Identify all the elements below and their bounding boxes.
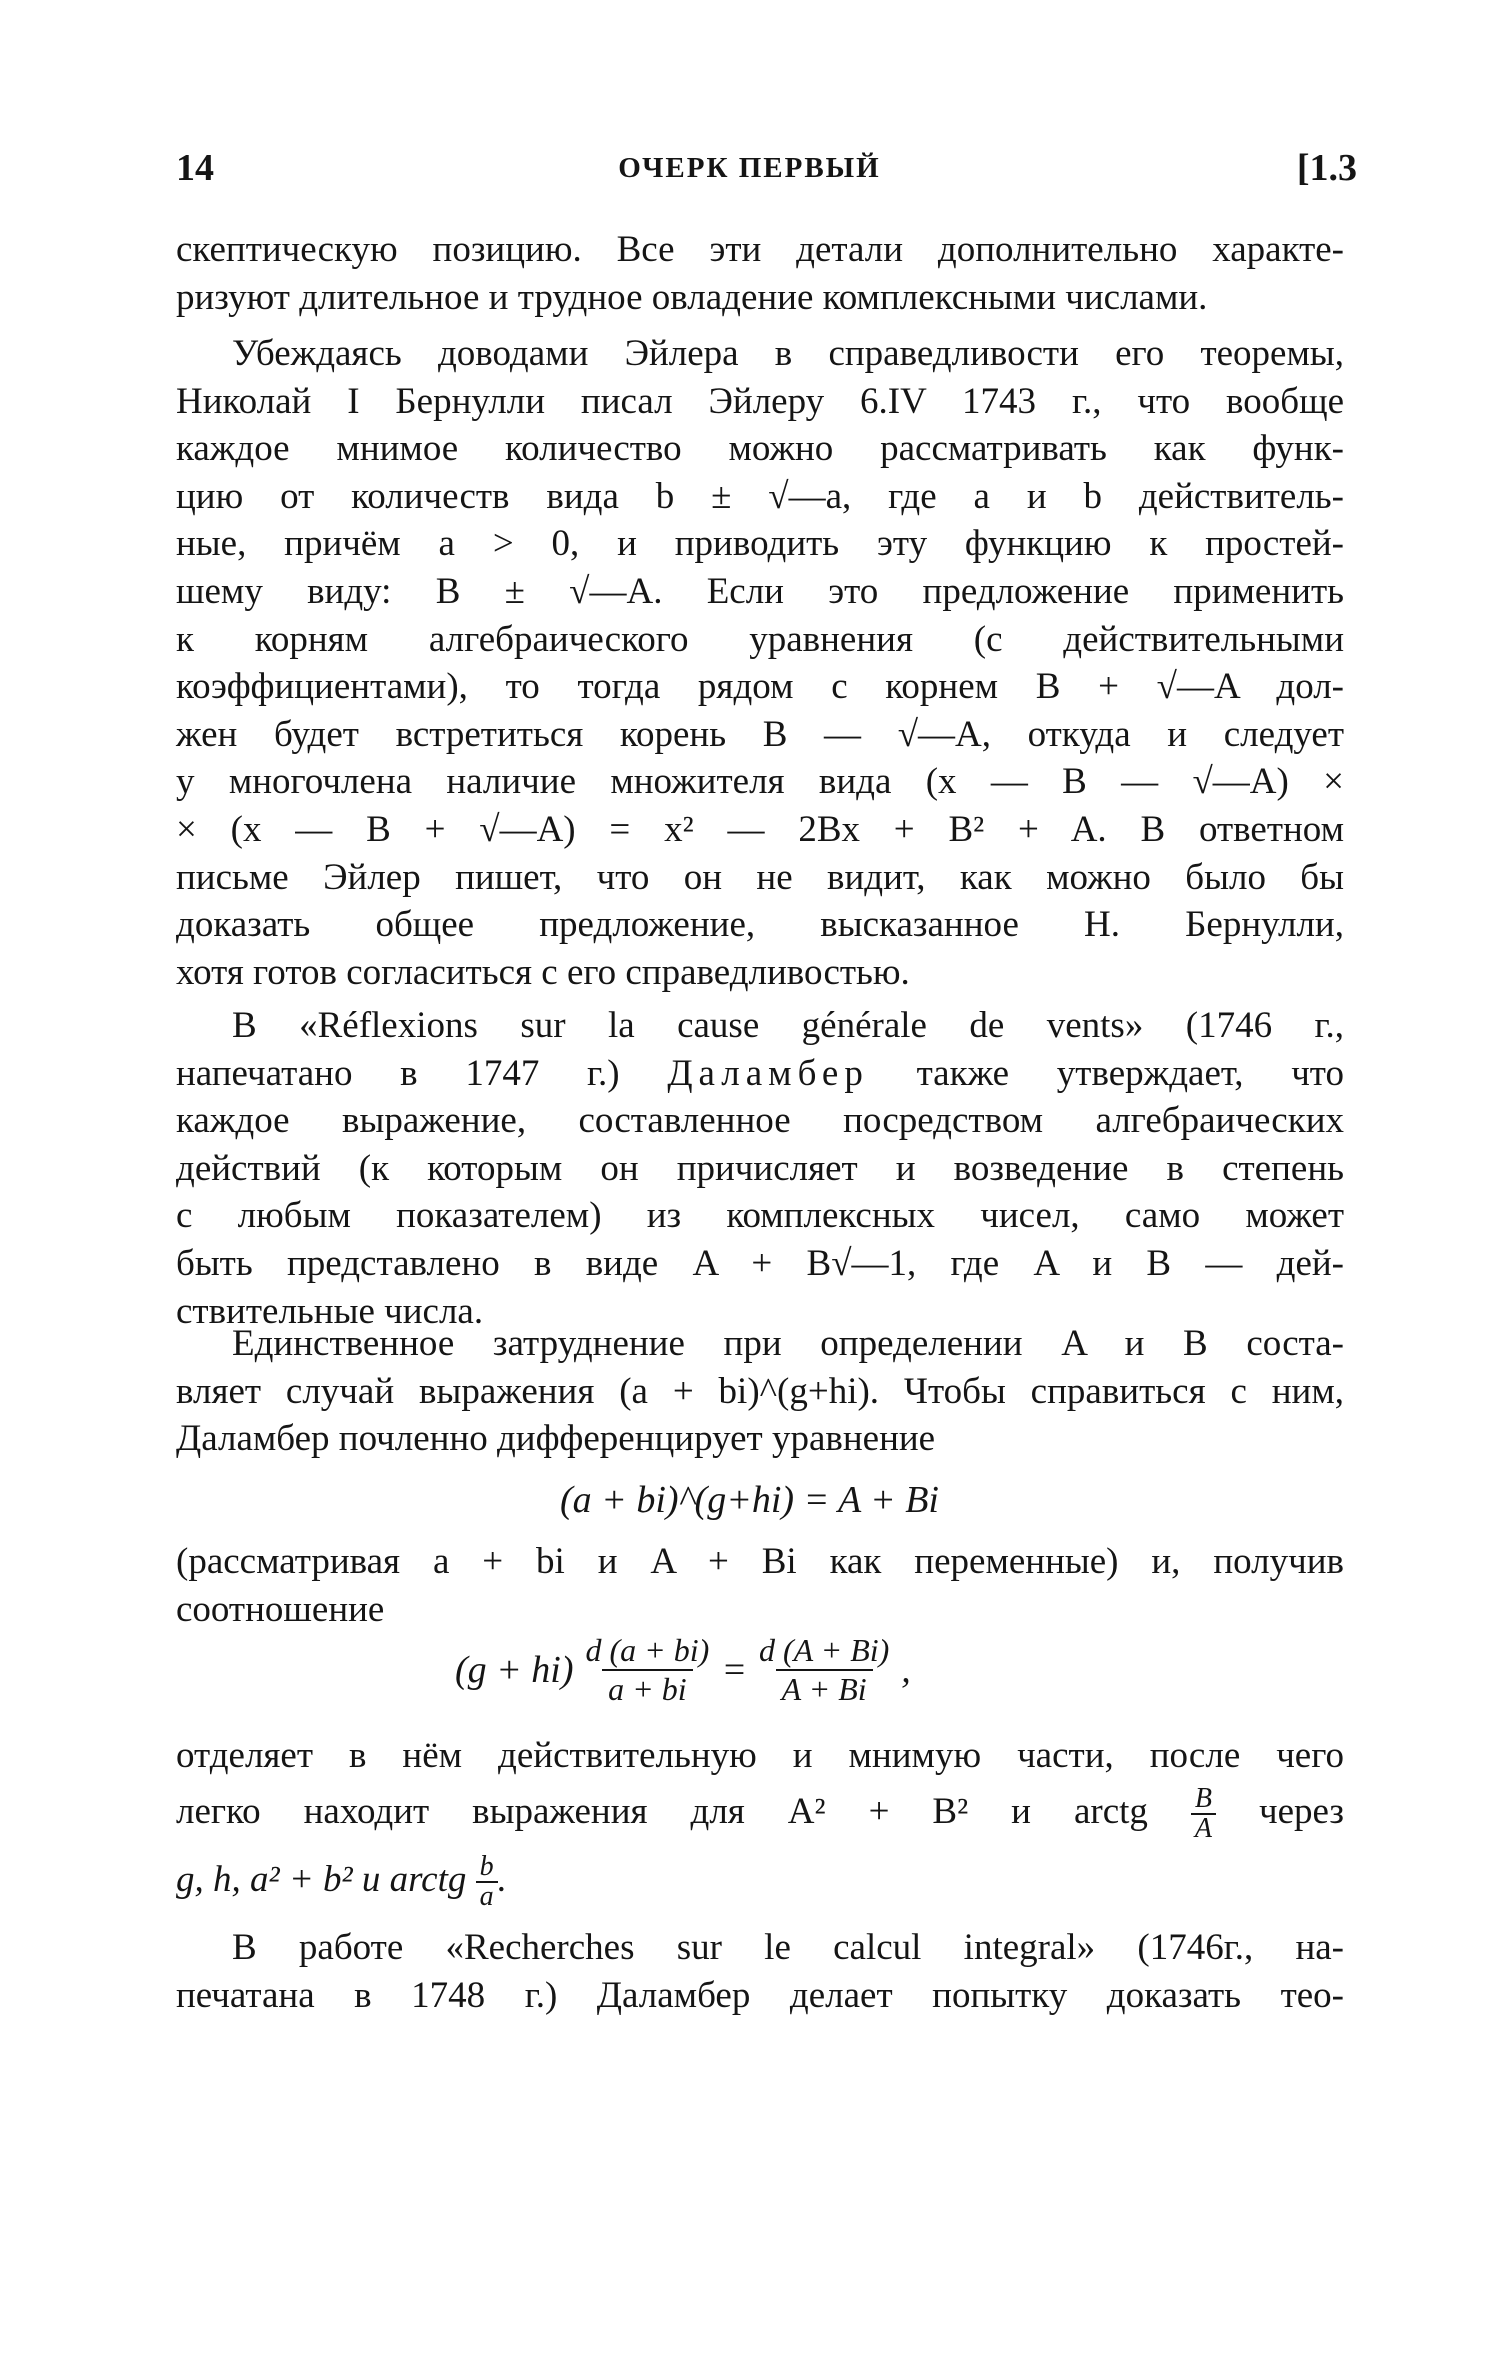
fraction-b-over-a-small	[476, 1853, 498, 1911]
text-line: соотношение	[176, 1588, 385, 1630]
text-line: Даламбер почленно дифференцирует уравнение	[176, 1418, 936, 1460]
text-line: доказать общее предложение, высказанное Н. Бернулли,	[176, 904, 1344, 946]
text-line: жен будет встретиться корень B — √—A, откуда и следует	[176, 713, 1344, 755]
text-line: × (x — B + √—A) = x² — 2Bx + B² + A. В ответном	[176, 808, 1344, 850]
equation-2	[455, 1632, 911, 1708]
text-line	[176, 1780, 1344, 1844]
text-line: письме Эйлер пишет, что он не видит, как можно было бы	[176, 856, 1344, 898]
eq2-suffix: ,	[901, 1649, 911, 1691]
text-line: быть представлено в виде A + B√—1, где A и B — дей-	[176, 1242, 1344, 1284]
eq2-frac2-denominator: A + Bi	[776, 1669, 873, 1708]
text-line: (рассматривая a + bi и A + Bi как переменные) и, получив	[176, 1541, 1344, 1582]
text-line: хотя готов согласиться с его справедливостью.	[176, 951, 910, 993]
text-line: каждое мнимое количество можно рассматривать как функ-	[176, 428, 1344, 470]
frac-denominator: a	[476, 1881, 498, 1911]
equation-1: (a + bi)^(g+hi) = A + Bi	[560, 1479, 939, 1521]
author-name: Даламбер	[667, 1052, 869, 1094]
eq2-fraction-right	[753, 1632, 895, 1708]
paragraph-3	[176, 1002, 1344, 1335]
eq2-equals: =	[721, 1649, 747, 1691]
text-line: ные, причём a > 0, и приводить эту функцию к простей-	[176, 523, 1344, 565]
text-line: ствительные числа.	[176, 1290, 484, 1332]
text-line: шему виду: B ± √—A. Если это предложение применить	[176, 570, 1344, 612]
text-line: ризуют длительное и трудное овладение комплексными числами.	[176, 276, 1208, 318]
text-line: отделяет в нём действительную и мнимую части, после чего	[176, 1735, 1344, 1776]
text-line: цию от количеств вида b ± √—a, где a и b действитель-	[176, 475, 1344, 517]
text-line: действий (к которым он причисляет и возведение в степень	[176, 1147, 1344, 1189]
eq2-frac1-denominator: a + bi	[602, 1669, 692, 1708]
text-span: легко находит выражения для A² + B² и arctg	[176, 1790, 1148, 1832]
text-line: коэффициентами), то тогда рядом с корнем B + √—A дол-	[176, 666, 1344, 708]
text-line: В «Réflexions sur la cause générale de vents» (1746 г.,	[232, 1005, 1344, 1046]
text-line: с любым показателем) из комплексных чисел, само может	[176, 1195, 1344, 1237]
text-span: через	[1258, 1790, 1345, 1832]
eq2-prefix: (g + hi)	[455, 1649, 574, 1691]
text-span: .	[497, 1858, 507, 1900]
text-span: напечатано в 1747 г.)	[176, 1052, 620, 1094]
section-marker: [1.3	[1296, 147, 1357, 189]
text-line: Убеждаясь доводами Эйлера в справедливости его теоремы,	[232, 333, 1344, 374]
paragraph-2	[176, 330, 1344, 996]
paragraph-6	[176, 1732, 1344, 1916]
paragraph-4	[176, 1320, 1344, 1463]
paragraph-1	[176, 226, 1344, 321]
page-number: 14	[176, 147, 214, 189]
frac-numerator: B	[1194, 1783, 1212, 1815]
eq2-frac2-numerator: d (A + Bi)	[758, 1632, 890, 1668]
text-span: g, h, a² + b² и arctg	[176, 1858, 467, 1900]
text-span: также утверждает, что	[916, 1052, 1344, 1094]
text-line: Николай I Бернулли писал Эйлеру 6.IV 1743 г., что вообще	[176, 380, 1344, 422]
text-line: скептическую позицию. Все эти детали дополнительно характе-	[176, 229, 1344, 270]
text-line: В работе «Recherches sur le calcul integral» (1746г., на-	[232, 1927, 1344, 1968]
text-line: вляет случай выражения (a + bi)^(g+hi). Чтобы справиться с ним,	[176, 1370, 1344, 1412]
text-line: Единственное затруднение при определении A и B соста-	[232, 1323, 1344, 1364]
eq2-frac1-numerator: d (a + bi)	[585, 1632, 710, 1668]
text-line	[176, 1050, 1344, 1098]
eq2-fraction-left	[580, 1632, 716, 1708]
paragraph-5	[176, 1538, 1344, 1633]
running-title: ОЧЕРК ПЕРВЫЙ	[618, 152, 881, 184]
text-line: у многочлена наличие множителя вида (x — B — √—A) ×	[176, 761, 1344, 803]
paragraph-7	[176, 1924, 1344, 2019]
text-line: к корням алгебраического уравнения (с действительными	[176, 618, 1344, 660]
text-line: каждое выражение, составленное посредством алгебраических	[176, 1100, 1344, 1142]
frac-numerator: b	[479, 1851, 494, 1883]
frac-denominator: A	[1191, 1813, 1216, 1843]
fraction-b-over-a	[1191, 1785, 1216, 1843]
text-line	[176, 1844, 1344, 1916]
text-line: печатана в 1748 г.) Даламбер делает попытку доказать тео-	[176, 1974, 1344, 2016]
